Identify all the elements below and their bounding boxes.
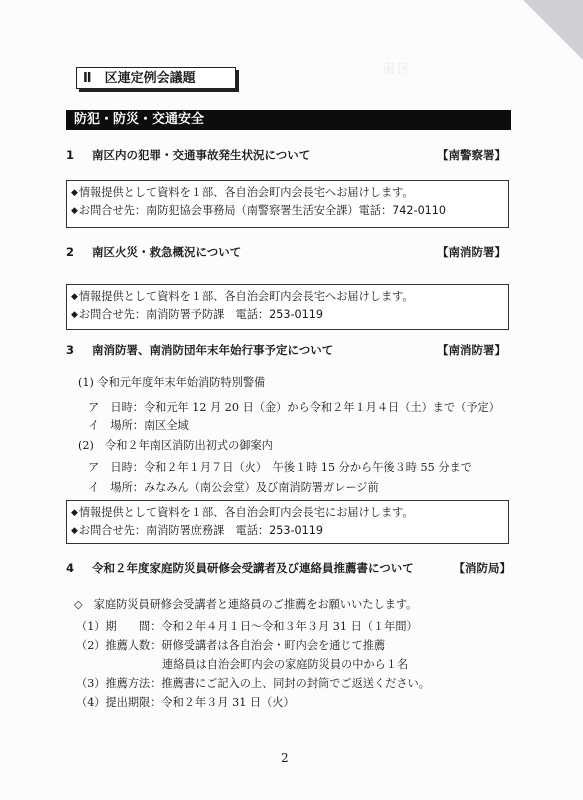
item-number: 1: [66, 148, 75, 162]
item-1-heading: [66, 147, 506, 163]
diamond-icon: ◆: [71, 188, 78, 198]
bleed-through-text: 南区: [382, 62, 413, 77]
page-corner-shadow: [523, 0, 583, 60]
item-department-tag: 【消防局】: [453, 561, 511, 575]
diamond-icon: ◆: [71, 310, 78, 320]
item-3-heading: [66, 342, 506, 358]
page-number: 2: [281, 751, 289, 765]
item-department-tag: 【南消防署】: [437, 245, 506, 259]
item-number: 2: [66, 245, 75, 259]
info-line: ◆情報提供として資料を１部、各自治会町内会長宅へお届けします。: [71, 186, 414, 199]
info-line: ◆情報提供として資料を１部、各自治会町内会長宅にお届けします。: [71, 506, 414, 519]
item-title: 南区火災・救急概況について: [92, 245, 242, 259]
contact-line: ◆お問合せ先：南消防署庶務課 電話：253-0119: [71, 524, 323, 537]
sub1-date: ア 日時：令和元年 12 月 20 日（金）から令和２年１月４日（土）まで（予定）: [88, 401, 500, 414]
chapter-title: Ⅱ 区連定例会議題: [76, 67, 236, 89]
diamond-icon: ◆: [71, 292, 78, 302]
section-title: 防犯・防災・交通安全: [66, 110, 511, 130]
sub1-place: イ 場所：南区全域: [88, 419, 189, 432]
item-department-tag: 【南消防署】: [437, 343, 506, 357]
item-3-info-box: [66, 500, 509, 544]
item-title: 南区内の犯罪・交通事故発生状況について: [92, 148, 311, 162]
contact-line: ◆お問合せ先：南防犯協会事務局（南警察署生活安全課）電話：742-0110: [71, 204, 447, 217]
item-4-intro: ◇ 家庭防災員研修会受講者と連絡員のご推薦をお願いいたします。: [74, 598, 418, 611]
item-department-tag: 【南警察署】: [437, 148, 506, 162]
sub1-heading: (1) 令和元年度年末年始消防特別警備: [78, 376, 266, 389]
sub2-date: ア 日時：令和２年１月７日（火） 午後１時 15 分から午後３時 55 分まで: [88, 461, 472, 474]
item-number: 3: [66, 343, 75, 357]
item-4-line-method: （3）推薦方法：推薦書にご記入の上、同封の封筒でご返送ください。: [76, 677, 430, 690]
item-4-line-count-cont: 連絡員は自治会町内会の家庭防災員の中から１名: [162, 658, 409, 671]
item-title: 令和２年度家庭防災員研修会受講者及び連絡員推薦書について: [92, 561, 414, 575]
item-4-line-period: （1）期 間：令和２年４月１日～令和３年３月 31 日（１年間）: [76, 620, 418, 633]
item-title: 南消防署、南消防団年末年始行事予定について: [92, 343, 334, 357]
contact-line: ◆お問合せ先：南消防署予防課 電話：253-0119: [71, 308, 323, 321]
item-1-info-box: [66, 180, 509, 228]
item-4-line-count: （2）推薦人数：研修受講者は各自治会・町内会を通じて推薦: [76, 639, 386, 652]
item-2-info-box: [66, 284, 509, 330]
sub2-heading: (2) 令和２年南区消防出初式の御案内: [78, 439, 273, 452]
diamond-icon: ◆: [71, 206, 78, 216]
diamond-icon: ◆: [71, 508, 78, 518]
info-line: ◆情報提供として資料を１部、各自治会町内会長宅へお届けします。: [71, 290, 414, 303]
item-2-heading: [66, 244, 506, 260]
diamond-icon: ◆: [71, 526, 78, 536]
item-number: 4: [66, 561, 75, 575]
item-4-line-deadline: （4）提出期限：令和２年３月 31 日（火）: [76, 696, 295, 709]
item-4-heading: [66, 560, 511, 576]
sub2-place: イ 場所：みなみん（南公会堂）及び南消防署ガレージ前: [88, 481, 379, 494]
